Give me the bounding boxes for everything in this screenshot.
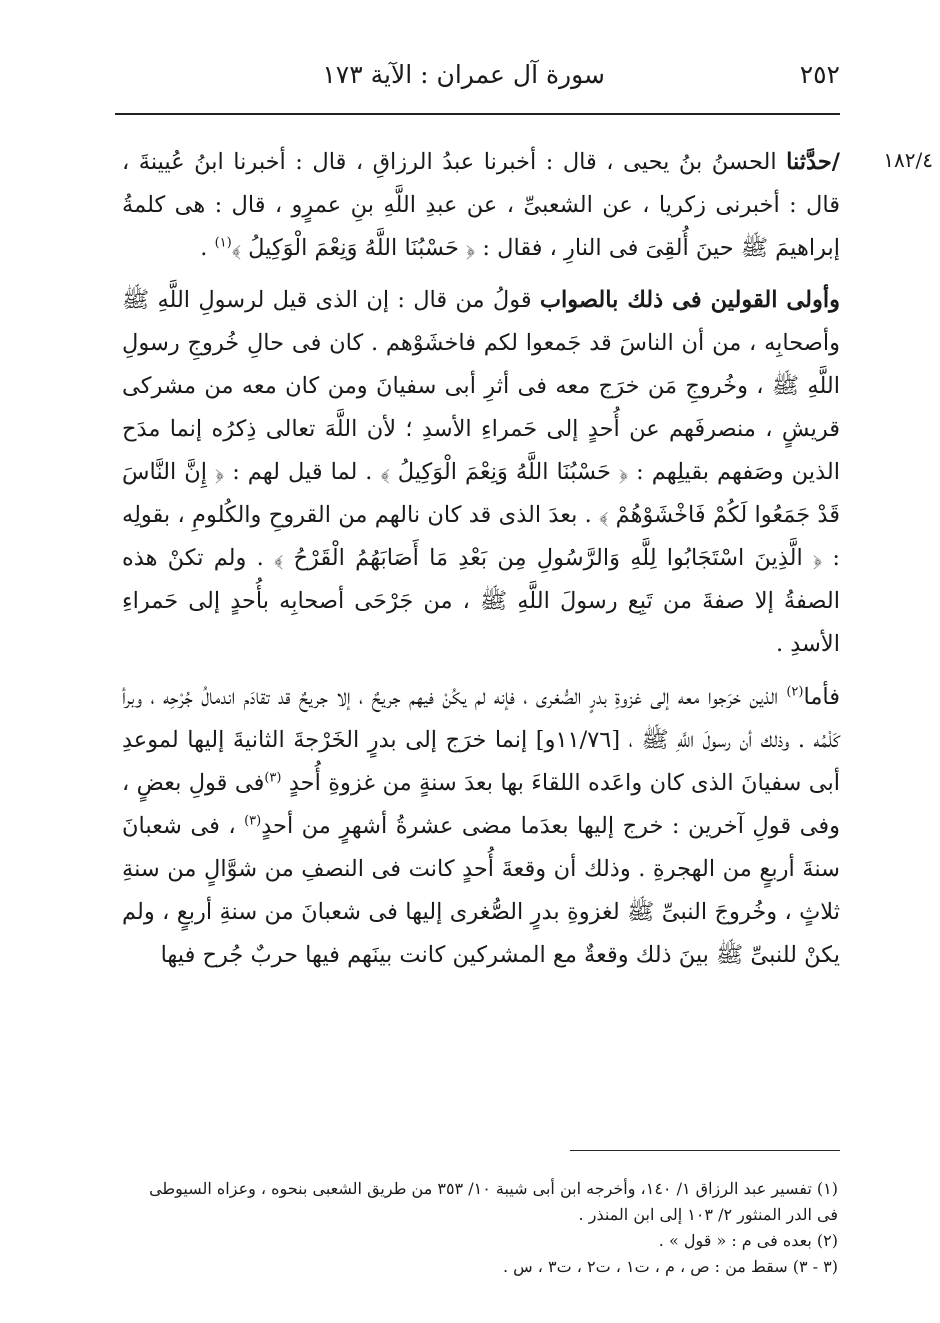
margin-reference: ١٨٢/٤ bbox=[883, 148, 933, 172]
page-number: ٢٥٢ bbox=[799, 60, 840, 89]
paragraph-2-lead: وأولى القولين فى ذلك بالصواب bbox=[539, 287, 840, 313]
footnote-1: (١) تفسير عبد الرزاق ١/ ١٤٠، وأخرجه ابن أبى شيبة ١٠/ ٣٥٣ من طريق الشعبى بنحوه ، وعزاه السيوطى فى الدر المنثور ٢/ ١٠٣ إلى ابن المنذر . bbox=[149, 1179, 838, 1224]
footnote-2: (٢) بعده فى م : « قول » . bbox=[658, 1231, 838, 1250]
footnote-3: (٣ - ٣) سقط من : ص ، م ، ت١ ، ت٢ ، ت٣ ، س . bbox=[502, 1257, 838, 1276]
footnote-marker-1: (١) bbox=[214, 235, 232, 251]
main-text bbox=[122, 141, 840, 977]
paragraph-3-text-2: فى قولِ بعضٍ ، وفى قولِ آخرين : خرج إليها بعدَما مضى عشرةُ أشهرٍ من أحدٍ bbox=[122, 770, 840, 839]
paragraph-1 bbox=[122, 141, 840, 270]
paragraph-3-lead: فأما bbox=[803, 684, 840, 710]
paragraph-1-tail: . bbox=[200, 235, 215, 261]
footnote-marker-2: (٢) bbox=[786, 684, 804, 700]
running-title: سورة آل عمران : الآية ١٧٣ bbox=[322, 60, 605, 89]
paragraph-3-text-3: ، فى شعبانَ سنةَ أربعٍ من الهجرةِ . وذلك أن وقعةَ أُحدٍ كانت فى النصفِ من شوَّالٍ من سنةِ ثلاثٍ ، وخُروجَ النبىِّ ﷺ لغزوةِ بدرٍ الصُّغرى إليها فى شعبانَ من سنةِ أربعٍ ، ولم يكنْ للنبىِّ ﷺ بينَ ذلك وقعةٌ مع المشركين كانت بينَهم فيها حربٌ جُرح فيها bbox=[122, 813, 840, 968]
paragraph-1-text: الحسنُ بنُ يحيى ، قال : أخبرنا عبدُ الرزاقِ ، قال : أخبرنا ابنُ عُيينةَ ، قال : أخبرنى زكريا ، عن الشعبىِّ ، عن عبدِ اللَّهِ بنِ عمرٍو ، قال : هى كلمةُ إبراهيمَ ﷺ حينَ أُلقِىَ فى النارِ ، فقال : ﴿ حَسْبُنَا اللَّهُ وَنِعْمَ الْوَكِيلُ ﴾ bbox=[122, 149, 840, 261]
paragraph-3 bbox=[122, 676, 840, 977]
page-header bbox=[115, 58, 840, 98]
footnotes bbox=[125, 1176, 838, 1280]
paragraph-2-text: قولُ من قال : إن الذى قيل لرسولِ اللَّهِ ﷺ وأصحابِه ، من أن الناسَ قد جَمعوا لكم فاخشَوْهم . كان فى حالِ خُروجِ رسولِ اللَّهِ ﷺ ، وخُروجِ مَن خرَج معه فى أثرِ أبى سفيانَ ومن كان معه من مشركى قريشٍ ، منصرفَهم عن أُحدٍ إلى حَمراءِ الأسدِ ؛ لأن اللَّهَ تعالى ذِكرُه إنما مدَح الذين وصَفهم بقيلِهم : ﴿ حَسْبُنَا اللَّهُ وَنِعْمَ الْوَكِيلُ ﴾ . لما قيل لهم : ﴿ إِنَّ النَّاسَ قَدْ جَمَعُوا لَكُمْ فَاخْشَوْهُمْ ﴾ . بعدَ الذى قد كان نالهم من القروحِ والكُلومِ ، بقولِه : ﴿ الَّذِينَ اسْتَجَابُوا لِلَّهِ وَالرَّسُولِ مِن بَعْدِ مَا أَصَابَهُمُ الْقَرْحُ ﴾ . ولم تكنْ هذه الصفةُ إلا صفةَ من تَبِع رسولَ اللَّهِ ﷺ ، من جَرْحَى أصحابِه بأُحدٍ إلى حَمراءِ الأسدِ . bbox=[122, 287, 840, 657]
footnote-marker-3-close: (٣) bbox=[244, 813, 262, 829]
paragraph-1-lead: /حدَّثنا bbox=[786, 149, 840, 175]
paragraph-2 bbox=[122, 279, 840, 666]
footnote-marker-3-open: (٣) bbox=[264, 770, 282, 786]
header-rule bbox=[115, 113, 840, 115]
footnote-rule bbox=[570, 1150, 840, 1151]
paragraph-3-text: الذين خرَجوا معه إلى غزوةِ بدرٍ الصُّغرى ، فإنه لم يكُنْ فيهم جريحٌ ، إلا جريحٌ قد تقادَم اندمالُ جُرْحِه ، وبرأ كَلْمُه . وذلك أن رسولَ اللَّهِ ﷺ ، [١١/٧٦و] إنما خرَج إلى بدرٍ الخَرْجةَ الثانيةَ إليها لموعدِ أبى سفيانَ الذى كان واعَده اللقاءَ بها بعدَ سنةٍ من غزوةِ أُحدٍ bbox=[122, 684, 841, 796]
